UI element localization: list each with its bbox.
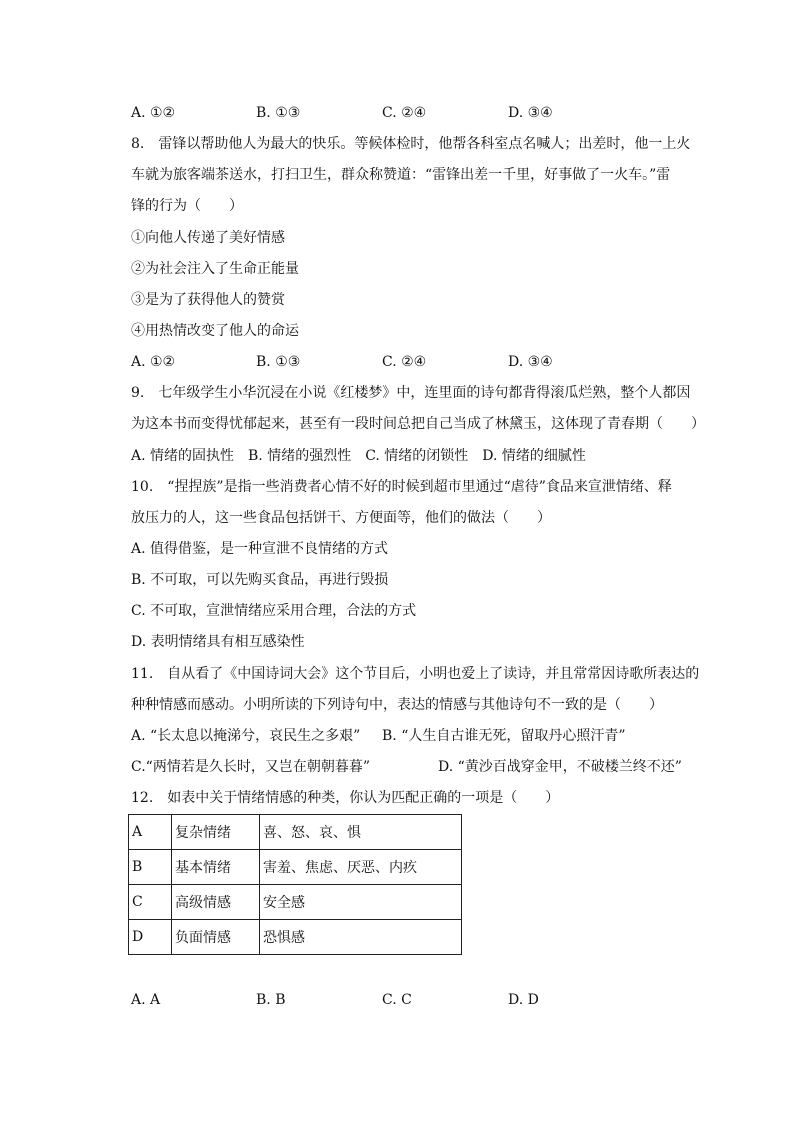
table-cell-example: 害羞、焦虑、厌恶、内疚: [260, 850, 462, 885]
q8-option-d[interactable]: D. ③④: [508, 354, 553, 370]
table-row: [129, 815, 462, 850]
q8-option-c[interactable]: C. ②④: [382, 354, 427, 370]
table-cell-letter: B: [129, 850, 172, 885]
q8-stem-line-3: 锋的行为（ ）: [131, 198, 243, 214]
q9-stem-line-2: 为这本书而变得忧郁起来，甚至有一段时间总把自己当成了林黛玉，这体现了青春期（ ）: [131, 416, 705, 432]
q8-statement-3: ③是为了获得他人的赞赏: [131, 292, 285, 308]
q10-stem-line-2: 放压力的人，这一些食品包括饼干、方便面等，他们的做法（ ）: [131, 510, 551, 526]
q8-statement-4: ④用热情改变了他人的命运: [131, 323, 299, 339]
table-cell-type: 基本情绪: [172, 850, 260, 885]
q8-statement-2: ②为社会注入了生命正能量: [131, 261, 299, 277]
table-cell-example: 喜、怒、哀、惧: [260, 815, 462, 850]
q11-option-c[interactable]: C.“两情若是久长时，又岂在朝朝暮暮”: [131, 759, 370, 775]
q10-option-c[interactable]: C. 不可取，宣泄情绪应采用合理，合法的方式: [131, 603, 417, 619]
q12-stem: 12. 如表中关于情绪情感的种类，你认为匹配正确的一项是（ ）: [131, 790, 560, 806]
table-cell-example: 恐惧感: [260, 920, 462, 955]
q10-stem-line-1: 10. “捏捏族”是指一些消费者心情不好的时候到超市里通过“虐待”食品来宣泄情绪、释: [131, 479, 672, 495]
q12-option-a[interactable]: A. A: [131, 992, 161, 1008]
q12-option-b[interactable]: B. B: [256, 992, 286, 1008]
q9-options[interactable]: A. 情绪的固执性 B. 情绪的强烈性 C. 情绪的闭锁性 D. 情绪的细腻性: [131, 448, 586, 464]
q11-option-d[interactable]: D. “黄沙百战穿金甲，不破楼兰终不还”: [438, 759, 682, 775]
q7-option-a[interactable]: A. ①②: [131, 105, 176, 121]
q10-option-d[interactable]: D. 表明情绪具有相互感染性: [131, 634, 305, 650]
q8-statement-1: ①向他人传递了美好情感: [131, 230, 285, 246]
table-row: [129, 885, 462, 920]
table-row: [129, 850, 462, 885]
q11-stem-line-2: 种种情感而感动。小明所读的下列诗句中，表达的情感与其他诗句不一致的是（ ）: [131, 697, 663, 713]
table-cell-type: 复杂情绪: [172, 815, 260, 850]
q11-option-a[interactable]: A. “长太息以掩涕兮，哀民生之多艰”: [131, 728, 361, 744]
q8-stem-line-1: 8. 雷锋以帮助他人为最大的快乐。等候体检时，他帮各科室点名喊人；出差时，他一上火: [131, 136, 691, 152]
q8-stem-line-2: 车就为旅客端茶送水，打扫卫生，群众称赞道：“雷锋出差一千里，好事做了一火车。”雷: [131, 167, 671, 183]
q7-option-c[interactable]: C. ②④: [382, 105, 427, 121]
table-cell-type: 高级情感: [172, 885, 260, 920]
q8-option-a[interactable]: A. ①②: [131, 354, 176, 370]
q7-options: [131, 103, 691, 123]
emotion-table: [128, 814, 462, 955]
q7-option-d[interactable]: D. ③④: [508, 105, 553, 121]
q9-stem-line-1: 9. 七年级学生小华沉浸在小说《红楼梦》中，连里面的诗句都背得滚瓜烂熟，整个人都因: [131, 385, 691, 401]
q12-option-d[interactable]: D. D: [508, 992, 539, 1008]
q12-option-c[interactable]: C. C: [382, 992, 412, 1008]
table-cell-example: 安全感: [260, 885, 462, 920]
q8-option-b[interactable]: B. ①③: [256, 354, 301, 370]
q10-option-a[interactable]: A. 值得借鉴，是一种宣泄不良情绪的方式: [131, 541, 389, 557]
q7-option-b[interactable]: B. ①③: [256, 105, 301, 121]
q11-stem-line-1: 11. 自从看了《中国诗词大会》这个节目后，小明也爱上了读诗，并且常常因诗歌所表达的: [131, 666, 700, 682]
q8-options: [131, 352, 691, 372]
q12-options: [131, 990, 691, 1010]
table-cell-letter: A: [129, 815, 172, 850]
table-row: [129, 920, 462, 955]
table-cell-letter: D: [129, 920, 172, 955]
table-cell-type: 负面情感: [172, 920, 260, 955]
table-cell-letter: C: [129, 885, 172, 920]
q10-option-b[interactable]: B. 不可取，可以先购买食品，再进行毁损: [131, 572, 389, 588]
q11-option-b[interactable]: B. “人生自古谁无死，留取丹心照汗青”: [382, 728, 626, 744]
